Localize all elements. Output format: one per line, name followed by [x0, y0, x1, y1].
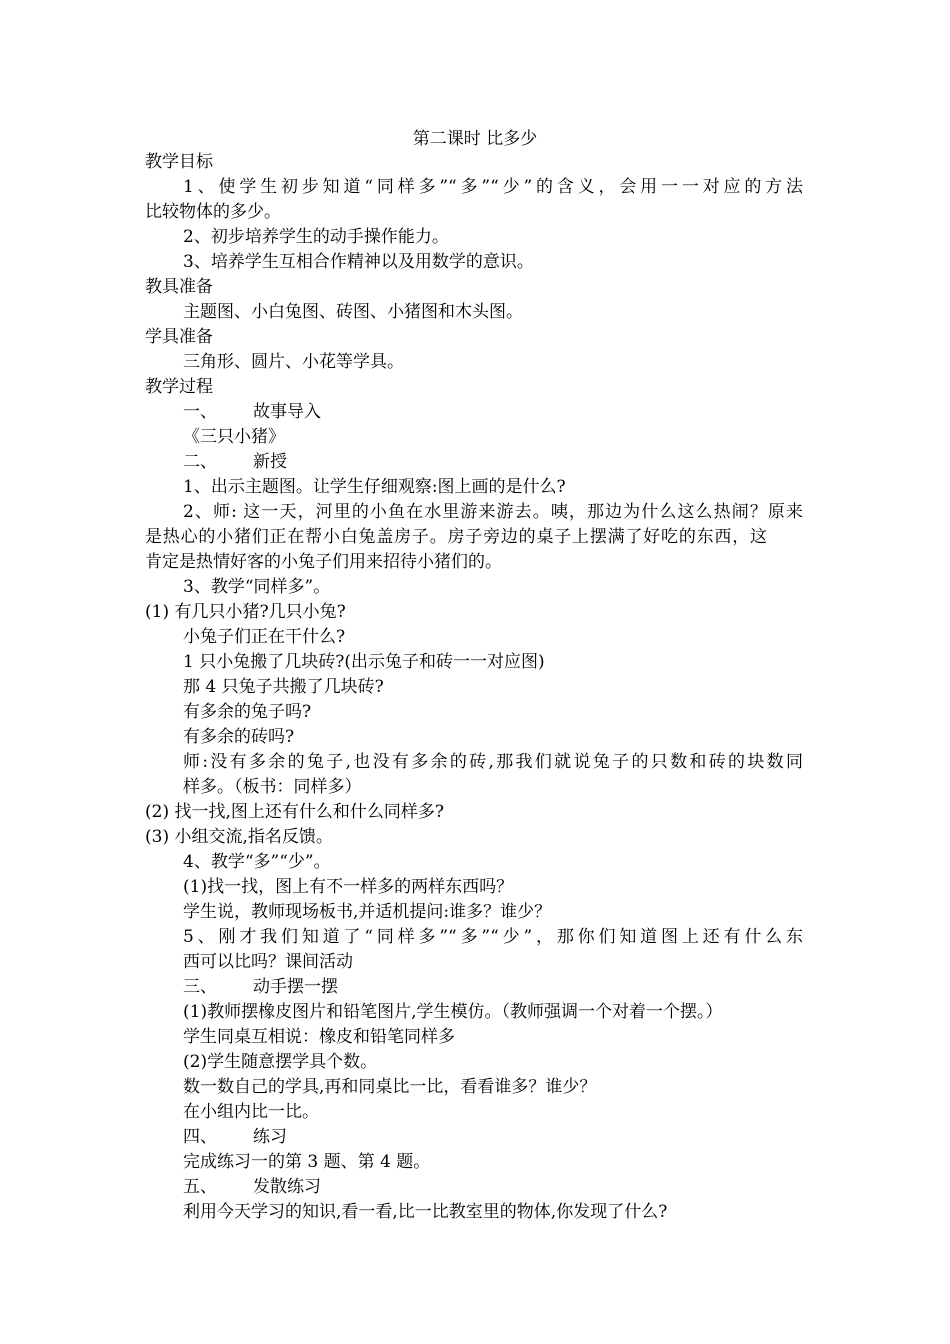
text-line: 有多余的兔子吗?	[183, 702, 312, 722]
text-line: 学生说，教师现场板书,并适机提问:谁多？谁少？	[183, 902, 552, 922]
step-heading	[183, 1125, 287, 1149]
step-title: 动手摆一摆	[253, 977, 338, 997]
text-line: 比较物体的多少。	[145, 202, 281, 222]
text-line: 小兔子们正在干什么?	[183, 627, 346, 647]
text-line: 1、使学生初步知道“同样多”“多”“少”的含义，会用一一对应的方法	[183, 177, 803, 197]
step-heading	[183, 1175, 321, 1199]
text-line: 完成练习一的第 3 题、第 4 题。	[183, 1152, 431, 1172]
page-title: 第二课时 比多少	[412, 129, 538, 149]
text-line: 那 4 只兔子共搬了几块砖?	[183, 677, 384, 697]
step-title: 新授	[253, 452, 287, 472]
text-line: (2)学生随意摆学具个数。	[183, 1052, 378, 1072]
step-number: 二、	[183, 452, 217, 472]
step-heading	[183, 400, 321, 424]
section-heading: 教学过程	[145, 377, 213, 397]
text-line: 在小组内比一比。	[183, 1102, 319, 1122]
text-line: 西可以比吗？课间活动	[183, 952, 353, 972]
step-number: 四、	[183, 1127, 217, 1147]
text-line: 三角形、圆片、小花等学具。	[183, 352, 404, 372]
text-line: (1)找一找，图上有不一样多的两样东西吗？	[183, 877, 514, 897]
step-title: 练习	[253, 1127, 287, 1147]
text-line: 数一数自己的学具,再和同桌比一比，看看谁多？谁少？	[183, 1077, 597, 1097]
text-line: (1) 有几只小猪?几只小兔?	[145, 602, 346, 622]
text-line: 3、培养学生互相合作精神以及用数学的意识。	[183, 252, 534, 272]
text-line: 1、出示主题图。让学生仔细观察:图上画的是什么?	[183, 477, 566, 497]
text-line: 3、教学“同样多”。	[183, 577, 331, 597]
text-line: 2、初步培养学生的动手操作能力。	[183, 227, 449, 247]
step-title: 故事导入	[253, 402, 321, 422]
step-heading	[183, 450, 287, 474]
step-heading	[183, 975, 338, 999]
text-line: (3) 小组交流,指名反馈。	[145, 827, 333, 847]
step-number: 五、	[183, 1177, 217, 1197]
text-line: 样多。（板书：同样多）	[183, 777, 362, 797]
text-line: 主题图、小白兔图、砖图、小猪图和木头图。	[183, 302, 523, 322]
section-heading: 教具准备	[145, 277, 213, 297]
text-line: 4、教学“多”“少”。	[183, 852, 331, 872]
text-line: 2、师: 这一天，河里的小鱼在水里游来游去。咦，那边为什么这么热闹？原来	[183, 502, 803, 522]
step-number: 三、	[183, 977, 217, 997]
section-heading: 学具准备	[145, 327, 213, 347]
step-number: 一、	[183, 402, 217, 422]
step-title: 发散练习	[253, 1177, 321, 1197]
text-line: (1)教师摆橡皮图片和铅笔图片,学生模仿。（教师强调一个对着一个摆。）	[183, 1002, 723, 1022]
text-line: (2) 找一找,图上还有什么和什么同样多?	[145, 802, 445, 822]
text-line: 师:没有多余的兔子,也没有多余的砖,那我们就说兔子的只数和砖的块数同	[183, 752, 803, 772]
text-line: 1 只小兔搬了几块砖?(出示兔子和砖一一对应图)	[183, 652, 545, 672]
text-line: 《三只小猪》	[183, 427, 285, 447]
section-heading: 教学目标	[145, 152, 213, 172]
text-line: 是热心的小猪们正在帮小白兔盖房子。房子旁边的桌子上摆满了好吃的东西，这	[145, 527, 767, 547]
text-line: 5、刚才我们知道了“同样多”“多”“少”，那你们知道图上还有什么东	[183, 927, 803, 947]
text-line: 肯定是热情好客的小兔子们用来招待小猪们的。	[145, 552, 502, 572]
text-line: 有多余的砖吗?	[183, 727, 295, 747]
text-line: 学生同桌互相说：橡皮和铅笔同样多	[183, 1027, 455, 1047]
text-line: 利用今天学习的知识,看一看,比一比教室里的物体,你发现了什么?	[183, 1202, 668, 1222]
